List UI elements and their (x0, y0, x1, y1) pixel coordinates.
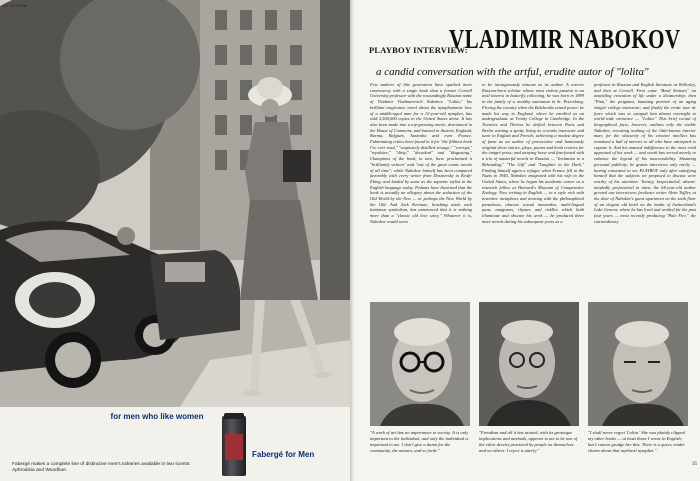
bottle-label (225, 434, 243, 460)
ad-photo-illustration (0, 0, 350, 407)
brand-name: Fabergé for Men (252, 450, 315, 459)
pull-quote-3: "I shall never regret 'Lolita.' She was plainly clipped my other books — at least those I wrote in English; but I cannot grudge her this. There is a queer, tender charm about that mythical nymphet." (588, 430, 686, 453)
pull-quote-2: "Freudism and all it has tainted, with its grotesque implications and methods, appears to me to be one of the vilest deceits practiced by people on themselves and on others. I reject it utterly." (479, 430, 578, 453)
ad-body-text: Fabergé makes a complete line of distinctive men's toiletries available in two scents: Aphrodisia and Woodhue. (12, 462, 191, 473)
bottle-cap (224, 413, 244, 419)
article-column-3: professor in Russian and English literature at Wellesley, and then at Cornell. First came "Bend Sinister," an unsettling evocation of life under a dictatorship; then "Pnin," the poignant, haunting portrait of an aging émigré college instructor; and finally the erotic tour de force which was to catapult him almost overnight to world-wide eminence — "Lolita." This brief recital of biographical facts, however, outlines only the visible Nabokov, revealing nothing of the little-known interior man; for the obscurity of his creative intellect has remained a hall of mirrors to all who have attempted to capture it. And his amused indifference to the most vivid appraisal of his work — and worth has served merely to enhance the legend of his inaccessibility. Shunning personal publicity, he grants interviews only rarely — having consented to see PLAYBOY only after satisfying himself that the subjects we proposed to discuss were worthy of his attention. Twenty, bespectacled, absent-mindedly professorial in mien, the 64-year-old author greeted our interviewer, freelance writer Alvin Toffler, at the door of Nabokov's guest apartment on the sixth floor of an elegant old hotel on the banks of Switzerland's Lake Geneva, where he has lived and worked for the past four years — most recently producing "Pale Fire," the extraordinary (594, 82, 696, 224)
ad-photo (0, 0, 350, 407)
article-column-1: Few authors of this generation have sparked more controversy with a single book than a former Cornell University professor with the resoundingly Russian name of Vladimir Vladimirovich Nabokov. "Lolita," his brilliant tragicomic novel about the nymphomanic love of a middle-aged man for a 12-year-old nymphet, has sold 2,500,000 copies in the United States alone. It has also been made into a top-grossing movie, denounced in the House of Commons, and banned in Austria, England, Burma, Belgium, Australia and even France. Fulminating critics have found in it for "the filthiest book I've ever read," "exquisitely distilled sewage," "corrupt," "repulsive," "dirty," "decadent" and "disgusting." Champions of the book, in turn, have proclaimed it "brilliantly written" and "one of the great comic novels of all time"; while Nabokov himself has been compared favorably with every writer from Dostoevsky to Kraft-Ebing, and lauded by some as the supreme stylist in the English language today. Pedants have theorized that the book is actually an allegory about the seduction of the Old World by the New — or perhaps the New World by the Old. And Jack Kerouac, brushing aside such luminous symbolism, has announced that it is nothing more than a "classic old love story." Whatever it is, Nabokov would seem (370, 82, 472, 224)
portrait-photo-1 (370, 302, 470, 426)
cologne-bottle-image (222, 416, 246, 476)
portrait-photo-3 (588, 302, 688, 426)
article-kicker: PLAYBOY INTERVIEW: (369, 45, 468, 55)
article-subtitle: a candid conversation with the artful, erudite autor of "lolita" (376, 66, 649, 78)
ad-copy-area (0, 410, 350, 481)
page-number: 35 (692, 462, 697, 467)
ad-headline: for men who like women (110, 412, 204, 421)
pull-quote-1: "A work of art has no importance to society. It is only important to the individual, and only the individual is important to me. I don't give a damn for the community, the masses, and so forth." (370, 430, 469, 453)
article-title: VLADIMIR NABOKOV (449, 24, 681, 54)
article-column-2: to be incongruously miscast as its author. A reserve Russian-born scholar whose most violent passion is an avid interest in butterfly collecting, he was born in 1899 in the family of a wealthy statesman in St. Petersburg. Fleeing the country when the Bolsheviks seized power, he made his way to England, where he enrolled as an undergraduate at Trinity College in Cambridge. In the Twenties and Thirties he drifted between Paris and Berlin earning a spotty living as a tennis instructor and tutor in English and French; achieving a modest degree of fame as an author of provocative and luminously original short stories, plays, poems and book reviews for the émigré press; and straying loose and fast-footed with a trio of masterful novels in Russian — "Invitation to a Beheading," "The Gift" and "Laughter in the Dark." Finding himself again a refugee when France fell to the Nazis in 1940, Nabokov emigrated with his wife to the United States, where he began his academic career as a research fellow at Harvard's Museum of Comparative Zoology. Now writing in English — in a style rich with inventive metaphors and teeming with the philosophical paradoxes, obscure sexual innuendos, multi-lingual puns, anagrams, rhymes and riddles which both illuminate and obscure his work — he produced three more novels during his subsequent years as a (482, 82, 584, 224)
portrait-photo-2 (479, 302, 579, 426)
article-page (354, 0, 700, 481)
photo-credit: BY INGRAM (3, 3, 28, 8)
